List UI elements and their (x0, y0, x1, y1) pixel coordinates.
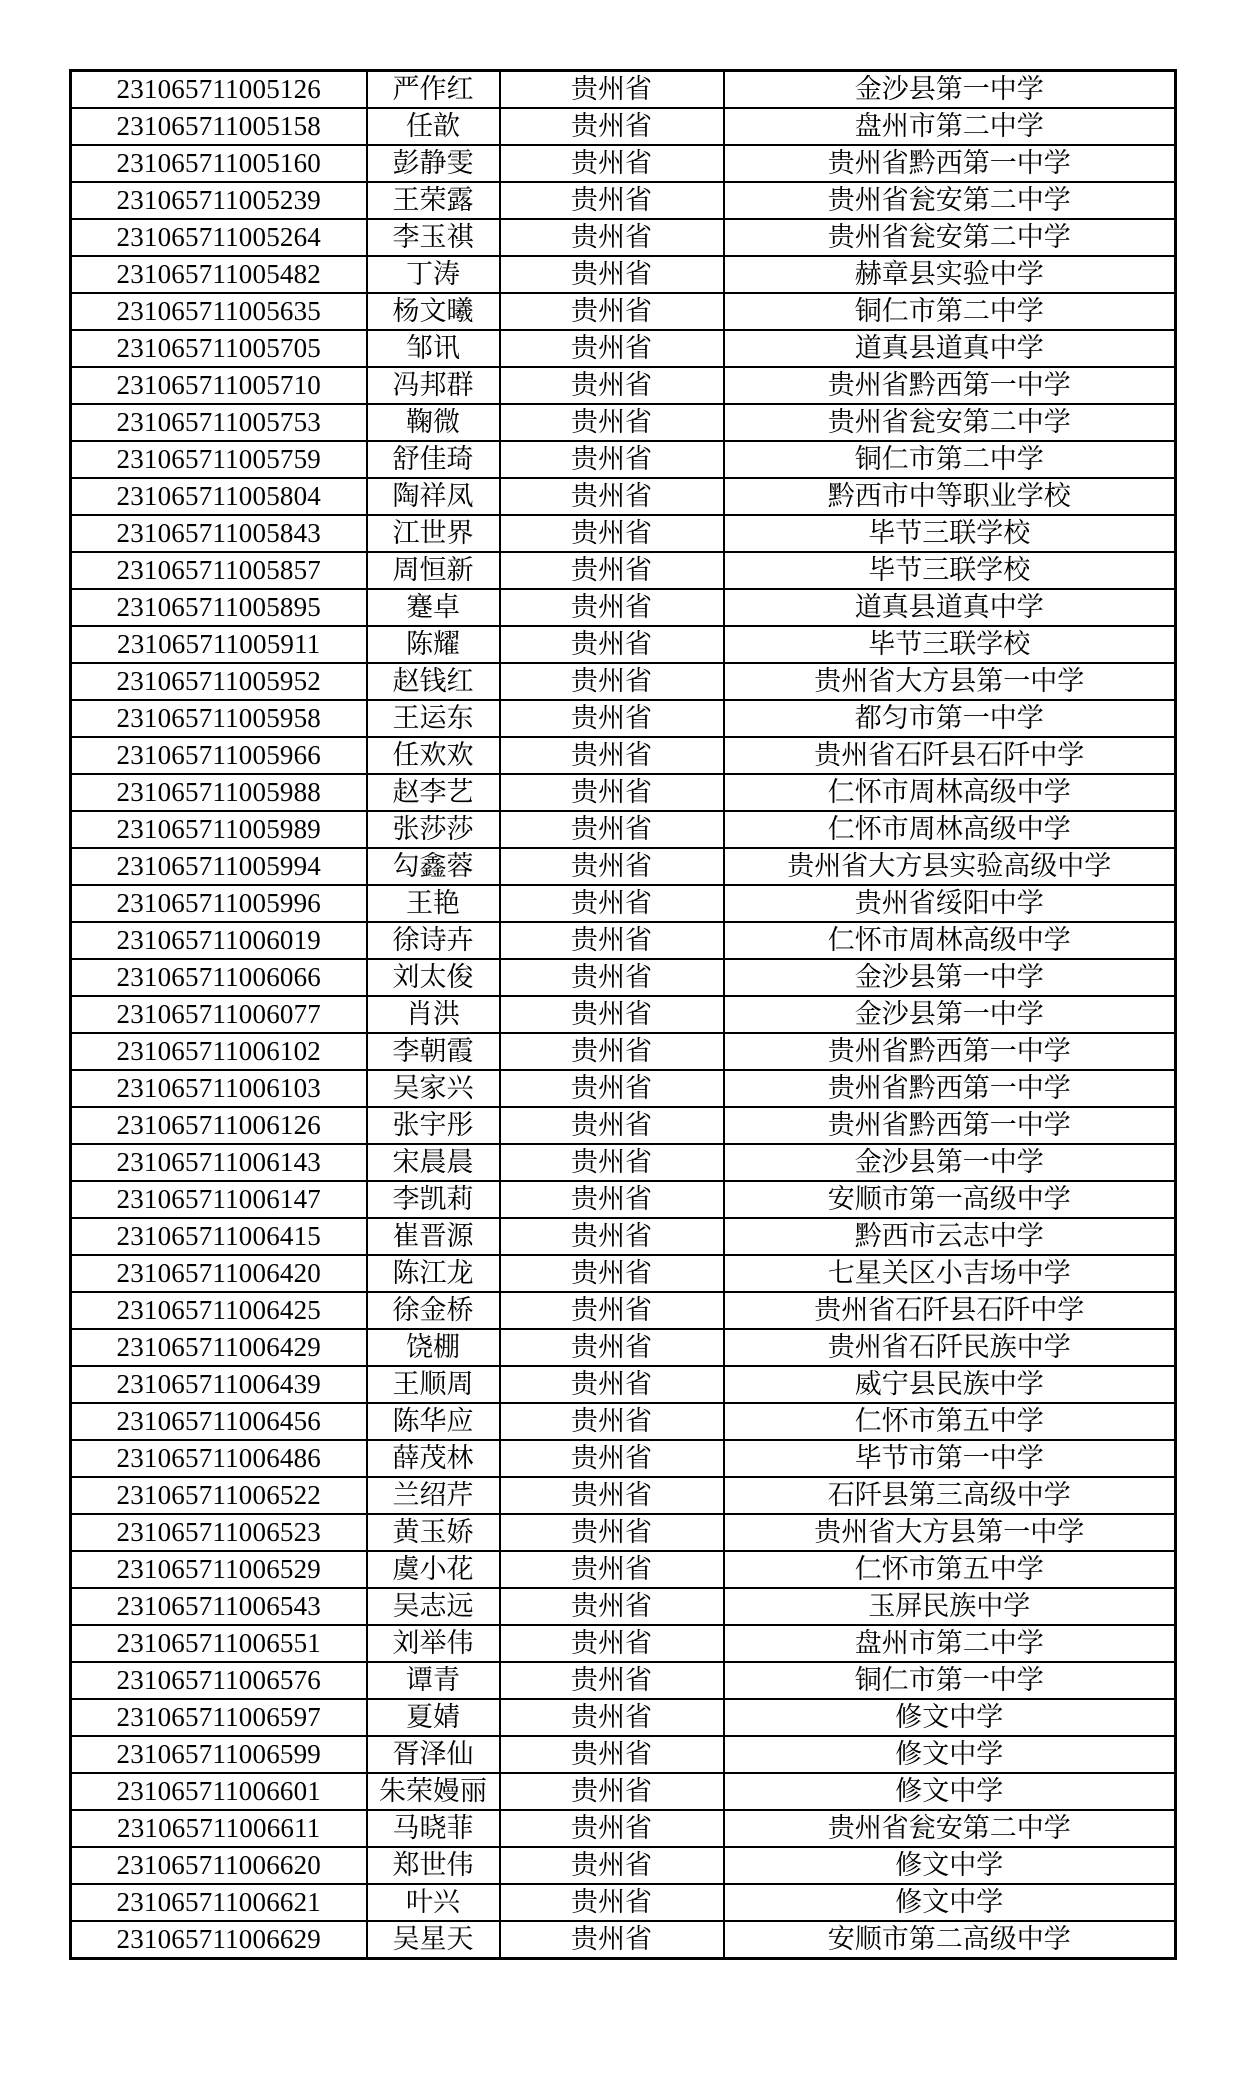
student-name-cell: 李朝霞 (367, 1033, 500, 1070)
province-cell: 贵州省 (500, 1477, 724, 1514)
school-cell: 贵州省大方县第一中学 (724, 663, 1176, 700)
student-name-cell: 王顺周 (367, 1366, 500, 1403)
student-name-cell: 宋晨晨 (367, 1144, 500, 1181)
table-row (71, 1255, 1176, 1292)
province-cell: 贵州省 (500, 219, 724, 256)
student-name-cell: 胥泽仙 (367, 1736, 500, 1773)
exam-id-cell: 231065711005994 (71, 848, 367, 885)
student-name-cell: 谭青 (367, 1662, 500, 1699)
exam-id-cell: 231065711005126 (71, 71, 367, 109)
table-row (71, 1292, 1176, 1329)
table-row (71, 589, 1176, 626)
exam-id-cell: 231065711005710 (71, 367, 367, 404)
province-cell: 贵州省 (500, 330, 724, 367)
table-row (71, 441, 1176, 478)
student-name-cell: 朱荣嫚丽 (367, 1773, 500, 1810)
exam-id-cell: 231065711005482 (71, 256, 367, 293)
province-cell: 贵州省 (500, 256, 724, 293)
exam-id-cell: 231065711005996 (71, 885, 367, 922)
table-row (71, 404, 1176, 441)
student-name-cell: 王运东 (367, 700, 500, 737)
province-cell: 贵州省 (500, 996, 724, 1033)
province-cell: 贵州省 (500, 1440, 724, 1477)
student-name-cell: 丁涛 (367, 256, 500, 293)
school-cell: 玉屏民族中学 (724, 1588, 1176, 1625)
exam-id-cell: 231065711005239 (71, 182, 367, 219)
student-name-cell: 马晓菲 (367, 1810, 500, 1847)
exam-id-cell: 231065711006066 (71, 959, 367, 996)
province-cell: 贵州省 (500, 1662, 724, 1699)
table-row (71, 1810, 1176, 1847)
exam-id-cell: 231065711006576 (71, 1662, 367, 1699)
exam-id-cell: 231065711005952 (71, 663, 367, 700)
table-row (71, 552, 1176, 589)
school-cell: 金沙县第一中学 (724, 71, 1176, 109)
student-name-cell: 勾鑫蓉 (367, 848, 500, 885)
exam-id-cell: 231065711006425 (71, 1292, 367, 1329)
school-cell: 贵州省黔西第一中学 (724, 1070, 1176, 1107)
province-cell: 贵州省 (500, 1033, 724, 1070)
school-cell: 金沙县第一中学 (724, 996, 1176, 1033)
student-name-cell: 江世界 (367, 515, 500, 552)
province-cell: 贵州省 (500, 1255, 724, 1292)
school-cell: 安顺市第一高级中学 (724, 1181, 1176, 1218)
province-cell: 贵州省 (500, 959, 724, 996)
exam-id-cell: 231065711005989 (71, 811, 367, 848)
school-cell: 仁怀市第五中学 (724, 1403, 1176, 1440)
province-cell: 贵州省 (500, 1514, 724, 1551)
school-cell: 贵州省黔西第一中学 (724, 145, 1176, 182)
school-cell: 贵州省大方县第一中学 (724, 1514, 1176, 1551)
table-row (71, 700, 1176, 737)
student-name-cell: 刘举伟 (367, 1625, 500, 1662)
table-row (71, 515, 1176, 552)
exam-id-cell: 231065711005958 (71, 700, 367, 737)
exam-id-cell: 231065711006439 (71, 1366, 367, 1403)
province-cell: 贵州省 (500, 552, 724, 589)
table-row (71, 848, 1176, 885)
school-cell: 修文中学 (724, 1847, 1176, 1884)
table-row (71, 1033, 1176, 1070)
student-name-cell: 兰绍芹 (367, 1477, 500, 1514)
table-row (71, 1773, 1176, 1810)
table-row (71, 1514, 1176, 1551)
province-cell: 贵州省 (500, 441, 724, 478)
table-row (71, 1736, 1176, 1773)
province-cell: 贵州省 (500, 515, 724, 552)
school-cell: 赫章县实验中学 (724, 256, 1176, 293)
exam-id-cell: 231065711006523 (71, 1514, 367, 1551)
table-row (71, 219, 1176, 256)
table-row (71, 959, 1176, 996)
province-cell: 贵州省 (500, 367, 724, 404)
school-cell: 贵州省瓮安第二中学 (724, 1810, 1176, 1847)
province-cell: 贵州省 (500, 404, 724, 441)
school-cell: 贵州省大方县实验高级中学 (724, 848, 1176, 885)
province-cell: 贵州省 (500, 478, 724, 515)
table-row (71, 478, 1176, 515)
exam-id-cell: 231065711006143 (71, 1144, 367, 1181)
student-name-cell: 杨文曦 (367, 293, 500, 330)
student-name-cell: 严作红 (367, 71, 500, 109)
school-cell: 毕节三联学校 (724, 515, 1176, 552)
table-row (71, 1181, 1176, 1218)
table-row (71, 145, 1176, 182)
province-cell: 贵州省 (500, 71, 724, 109)
table-row (71, 1662, 1176, 1699)
province-cell: 贵州省 (500, 1329, 724, 1366)
student-name-cell: 徐金桥 (367, 1292, 500, 1329)
exam-id-cell: 231065711006620 (71, 1847, 367, 1884)
student-name-cell: 薛茂林 (367, 1440, 500, 1477)
roster-body (71, 71, 1176, 1959)
student-name-cell: 邹讯 (367, 330, 500, 367)
student-name-cell: 陶祥凤 (367, 478, 500, 515)
exam-id-cell: 231065711006599 (71, 1736, 367, 1773)
exam-id-cell: 231065711006019 (71, 922, 367, 959)
exam-id-cell: 231065711006522 (71, 1477, 367, 1514)
table-row (71, 1403, 1176, 1440)
exam-id-cell: 231065711005988 (71, 774, 367, 811)
province-cell: 贵州省 (500, 1884, 724, 1921)
province-cell: 贵州省 (500, 700, 724, 737)
school-cell: 毕节三联学校 (724, 626, 1176, 663)
province-cell: 贵州省 (500, 1847, 724, 1884)
table-row (71, 1551, 1176, 1588)
table-row (71, 1440, 1176, 1477)
exam-id-cell: 231065711005804 (71, 478, 367, 515)
province-cell: 贵州省 (500, 1588, 724, 1625)
table-row (71, 885, 1176, 922)
school-cell: 修文中学 (724, 1773, 1176, 1810)
table-row (71, 1329, 1176, 1366)
province-cell: 贵州省 (500, 1070, 724, 1107)
student-name-cell: 冯邦群 (367, 367, 500, 404)
school-cell: 黔西市云志中学 (724, 1218, 1176, 1255)
student-name-cell: 饶棚 (367, 1329, 500, 1366)
province-cell: 贵州省 (500, 182, 724, 219)
school-cell: 贵州省瓮安第二中学 (724, 404, 1176, 441)
student-name-cell: 蹇卓 (367, 589, 500, 626)
table-row (71, 1588, 1176, 1625)
province-cell: 贵州省 (500, 108, 724, 145)
student-name-cell: 王艳 (367, 885, 500, 922)
school-cell: 仁怀市周林高级中学 (724, 811, 1176, 848)
student-name-cell: 任歆 (367, 108, 500, 145)
student-name-cell: 郑世伟 (367, 1847, 500, 1884)
school-cell: 黔西市中等职业学校 (724, 478, 1176, 515)
table-row (71, 1699, 1176, 1736)
province-cell: 贵州省 (500, 1773, 724, 1810)
table-row (71, 256, 1176, 293)
student-name-cell: 赵李艺 (367, 774, 500, 811)
student-name-cell: 赵钱红 (367, 663, 500, 700)
student-name-cell: 陈耀 (367, 626, 500, 663)
table-row (71, 330, 1176, 367)
student-name-cell: 张宇彤 (367, 1107, 500, 1144)
province-cell: 贵州省 (500, 626, 724, 663)
province-cell: 贵州省 (500, 1218, 724, 1255)
school-cell: 贵州省绥阳中学 (724, 885, 1176, 922)
student-name-cell: 张莎莎 (367, 811, 500, 848)
table-row (71, 1144, 1176, 1181)
school-cell: 贵州省石阡县石阡中学 (724, 737, 1176, 774)
school-cell: 安顺市第二高级中学 (724, 1921, 1176, 1959)
province-cell: 贵州省 (500, 922, 724, 959)
school-cell: 修文中学 (724, 1884, 1176, 1921)
student-name-cell: 彭静雯 (367, 145, 500, 182)
student-name-cell: 任欢欢 (367, 737, 500, 774)
table-row (71, 996, 1176, 1033)
province-cell: 贵州省 (500, 1551, 724, 1588)
exam-id-cell: 231065711006456 (71, 1403, 367, 1440)
school-cell: 石阡县第三高级中学 (724, 1477, 1176, 1514)
student-name-cell: 李玉祺 (367, 219, 500, 256)
school-cell: 毕节三联学校 (724, 552, 1176, 589)
exam-id-cell: 231065711006103 (71, 1070, 367, 1107)
school-cell: 都匀市第一中学 (724, 700, 1176, 737)
province-cell: 贵州省 (500, 663, 724, 700)
school-cell: 贵州省石阡民族中学 (724, 1329, 1176, 1366)
exam-id-cell: 231065711006611 (71, 1810, 367, 1847)
exam-id-cell: 231065711005753 (71, 404, 367, 441)
student-name-cell: 陈华应 (367, 1403, 500, 1440)
table-row (71, 71, 1176, 109)
exam-id-cell: 231065711006429 (71, 1329, 367, 1366)
exam-id-cell: 231065711006147 (71, 1181, 367, 1218)
province-cell: 贵州省 (500, 589, 724, 626)
exam-id-cell: 231065711005966 (71, 737, 367, 774)
school-cell: 贵州省瓮安第二中学 (724, 219, 1176, 256)
province-cell: 贵州省 (500, 848, 724, 885)
exam-id-cell: 231065711005895 (71, 589, 367, 626)
student-name-cell: 崔晋源 (367, 1218, 500, 1255)
student-name-cell: 吴志远 (367, 1588, 500, 1625)
province-cell: 贵州省 (500, 1144, 724, 1181)
table-row (71, 293, 1176, 330)
province-cell: 贵州省 (500, 1107, 724, 1144)
student-name-cell: 刘太俊 (367, 959, 500, 996)
exam-id-cell: 231065711005759 (71, 441, 367, 478)
province-cell: 贵州省 (500, 885, 724, 922)
exam-id-cell: 231065711006420 (71, 1255, 367, 1292)
province-cell: 贵州省 (500, 811, 724, 848)
exam-id-cell: 231065711006543 (71, 1588, 367, 1625)
exam-id-cell: 231065711006621 (71, 1884, 367, 1921)
table-row (71, 737, 1176, 774)
province-cell: 贵州省 (500, 293, 724, 330)
exam-id-cell: 231065711005857 (71, 552, 367, 589)
student-name-cell: 肖洪 (367, 996, 500, 1033)
student-name-cell: 陈江龙 (367, 1255, 500, 1292)
province-cell: 贵州省 (500, 1292, 724, 1329)
school-cell: 铜仁市第二中学 (724, 293, 1176, 330)
province-cell: 贵州省 (500, 1366, 724, 1403)
exam-id-cell: 231065711006597 (71, 1699, 367, 1736)
province-cell: 贵州省 (500, 1403, 724, 1440)
school-cell: 贵州省石阡县石阡中学 (724, 1292, 1176, 1329)
student-name-cell: 黄玉娇 (367, 1514, 500, 1551)
table-row (71, 108, 1176, 145)
table-row (71, 1366, 1176, 1403)
exam-id-cell: 231065711006415 (71, 1218, 367, 1255)
exam-id-cell: 231065711006551 (71, 1625, 367, 1662)
table-row (71, 367, 1176, 404)
exam-id-cell: 231065711005158 (71, 108, 367, 145)
school-cell: 金沙县第一中学 (724, 1144, 1176, 1181)
table-row (71, 1477, 1176, 1514)
table-row (71, 1884, 1176, 1921)
student-name-cell: 吴家兴 (367, 1070, 500, 1107)
school-cell: 七星关区小吉场中学 (724, 1255, 1176, 1292)
school-cell: 贵州省瓮安第二中学 (724, 182, 1176, 219)
student-name-cell: 徐诗卉 (367, 922, 500, 959)
exam-id-cell: 231065711006486 (71, 1440, 367, 1477)
school-cell: 道真县道真中学 (724, 330, 1176, 367)
province-cell: 贵州省 (500, 1921, 724, 1959)
exam-id-cell: 231065711005635 (71, 293, 367, 330)
student-name-cell: 李凯莉 (367, 1181, 500, 1218)
exam-id-cell: 231065711006077 (71, 996, 367, 1033)
province-cell: 贵州省 (500, 1810, 724, 1847)
student-roster-table (69, 69, 1177, 1960)
school-cell: 修文中学 (724, 1736, 1176, 1773)
student-name-cell: 周恒新 (367, 552, 500, 589)
student-name-cell: 王荣露 (367, 182, 500, 219)
exam-id-cell: 231065711005911 (71, 626, 367, 663)
exam-id-cell: 231065711005264 (71, 219, 367, 256)
table-row (71, 774, 1176, 811)
school-cell: 铜仁市第二中学 (724, 441, 1176, 478)
table-row (71, 1107, 1176, 1144)
school-cell: 修文中学 (724, 1699, 1176, 1736)
student-name-cell: 夏婧 (367, 1699, 500, 1736)
school-cell: 贵州省黔西第一中学 (724, 1107, 1176, 1144)
table-row (71, 1921, 1176, 1959)
table-row (71, 811, 1176, 848)
table-row (71, 922, 1176, 959)
school-cell: 仁怀市第五中学 (724, 1551, 1176, 1588)
exam-id-cell: 231065711005705 (71, 330, 367, 367)
province-cell: 贵州省 (500, 1736, 724, 1773)
exam-id-cell: 231065711006529 (71, 1551, 367, 1588)
school-cell: 贵州省黔西第一中学 (724, 1033, 1176, 1070)
school-cell: 盘州市第二中学 (724, 108, 1176, 145)
province-cell: 贵州省 (500, 1625, 724, 1662)
exam-id-cell: 231065711005160 (71, 145, 367, 182)
exam-id-cell: 231065711005843 (71, 515, 367, 552)
exam-id-cell: 231065711006601 (71, 1773, 367, 1810)
student-name-cell: 吴星天 (367, 1921, 500, 1959)
exam-id-cell: 231065711006126 (71, 1107, 367, 1144)
student-name-cell: 舒佳琦 (367, 441, 500, 478)
school-cell: 毕节市第一中学 (724, 1440, 1176, 1477)
school-cell: 贵州省黔西第一中学 (724, 367, 1176, 404)
school-cell: 仁怀市周林高级中学 (724, 922, 1176, 959)
school-cell: 盘州市第二中学 (724, 1625, 1176, 1662)
student-name-cell: 鞠微 (367, 404, 500, 441)
table-row (71, 1625, 1176, 1662)
school-cell: 威宁县民族中学 (724, 1366, 1176, 1403)
province-cell: 贵州省 (500, 145, 724, 182)
province-cell: 贵州省 (500, 774, 724, 811)
table-row (71, 1218, 1176, 1255)
exam-id-cell: 231065711006102 (71, 1033, 367, 1070)
school-cell: 金沙县第一中学 (724, 959, 1176, 996)
province-cell: 贵州省 (500, 1699, 724, 1736)
province-cell: 贵州省 (500, 737, 724, 774)
table-row (71, 182, 1176, 219)
exam-id-cell: 231065711006629 (71, 1921, 367, 1959)
school-cell: 仁怀市周林高级中学 (724, 774, 1176, 811)
table-row (71, 1070, 1176, 1107)
student-name-cell: 叶兴 (367, 1884, 500, 1921)
table-row (71, 663, 1176, 700)
student-name-cell: 虞小花 (367, 1551, 500, 1588)
school-cell: 道真县道真中学 (724, 589, 1176, 626)
table-row (71, 626, 1176, 663)
table-row (71, 1847, 1176, 1884)
school-cell: 铜仁市第一中学 (724, 1662, 1176, 1699)
province-cell: 贵州省 (500, 1181, 724, 1218)
